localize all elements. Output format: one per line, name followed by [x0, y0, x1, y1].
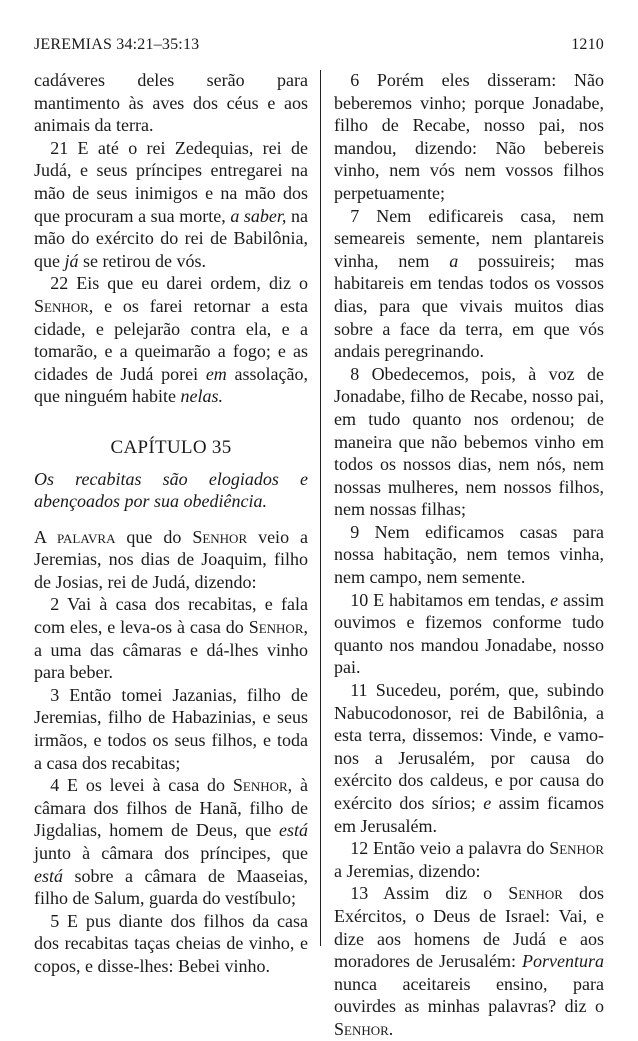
- verse-number: 3: [50, 684, 60, 705]
- lord-small-caps: Senhor: [34, 295, 89, 316]
- verse-text: , a uma das câmaras e dá-lhes vinho para beber.: [34, 617, 308, 683]
- verse-text: que do: [115, 526, 193, 547]
- verse-text: a Jeremias, dizendo:: [334, 860, 481, 881]
- verse-8: [334, 363, 604, 521]
- verse-number: 11: [350, 680, 368, 701]
- italic-text: Porventura: [522, 951, 604, 972]
- italic-text: nelas.: [180, 386, 223, 407]
- verse-text: Eis que eu darei ordem, diz o: [68, 273, 308, 294]
- verse-text: Nem edificareis casa, nem semeareis semente, nem plantareis vinha, nem: [334, 205, 604, 271]
- verse-text: possuireis; mas habitareis em tendas todos os vossos dias, para que vivais muitos dias sobre a face da terra, em que vós andais peregrinando.: [334, 250, 605, 362]
- verse-7: [334, 205, 604, 363]
- verse-3: [34, 684, 308, 774]
- running-title: JEREMIAS 34:21–35:13: [34, 36, 200, 53]
- verse-number: 13: [350, 883, 369, 904]
- verse-6: [334, 69, 604, 205]
- verse-text: assolação, que ninguém habite: [34, 363, 308, 407]
- chapter-summary: Os recabitas são elogiados e abençoados por sua obediência.: [34, 468, 308, 512]
- lord-small-caps: Senhor: [549, 838, 604, 859]
- running-header: [34, 36, 604, 58]
- verse-text: E pus diante dos filhos da casa dos recabitas taças cheias de vinho, e copos, e disse-lhes: Bebei vinho.: [34, 910, 308, 976]
- lord-small-caps: Senhor: [508, 883, 563, 904]
- verse-9: [334, 521, 604, 589]
- verse-text: Porém eles disseram: Não beberemos vinho; porque Jonadabe, filho de Recabe, nosso pai, nos mandou, dizendo: Não bebereis vinho, nem vós nem vossos filhos perpetuamente;: [334, 70, 604, 203]
- verse-text: E habitamos em tendas,: [368, 589, 551, 610]
- verse-13: [334, 882, 604, 1040]
- italic-text: e: [483, 793, 492, 813]
- verse-number: 8: [350, 363, 360, 384]
- verse-1: [34, 526, 308, 594]
- verse-number: 9: [350, 521, 360, 542]
- verse-5: [34, 910, 308, 978]
- opening-words: A palavra: [34, 526, 116, 547]
- lord-small-caps: Senhor: [248, 617, 304, 638]
- italic-text: está: [279, 820, 308, 841]
- left-column: [34, 69, 308, 978]
- verse-12: [334, 837, 604, 882]
- verse-text: na mão do exército do rei de Babilônia, que: [34, 205, 308, 271]
- verse-text: dos Exércitos, o Deus de Israel: Vai, e dize aos homens de Judá e aos moradores de Jerusalém:: [334, 883, 604, 972]
- verse-number: 6: [350, 70, 360, 90]
- verse-2: [34, 593, 308, 683]
- right-column: [334, 69, 604, 1041]
- verse-number: 4: [50, 775, 60, 796]
- verse-number: 12: [350, 838, 369, 859]
- lord-small-caps: Senhor: [232, 775, 288, 796]
- verse-text: veio a Jeremias, nos dias de Joaquim, filho de Josias, rei de Judá, dizendo:: [34, 526, 309, 592]
- verse-text: assim ficamos em Jerusalém.: [334, 793, 604, 836]
- verse-text: cadáveres deles serão para mantimento às aves dos céus e aos animais da terra.: [34, 70, 308, 136]
- verse-text: nunca aceitareis ensino, para ouvirdes as minhas palavras? diz o: [334, 973, 604, 1017]
- verse-continuation: [34, 69, 308, 137]
- verse-text: E os levei à casa do: [59, 775, 233, 796]
- lord-small-caps: Senhor: [334, 1018, 389, 1039]
- verse-text: Então veio a palavra do: [368, 838, 550, 859]
- italic-text: já: [64, 250, 79, 271]
- verse-10: [334, 589, 604, 679]
- verse-number: 2: [50, 594, 60, 615]
- verse-text: Então tomei Jazanias, filho de Jeremias, filho de Habazinias, e seus irmãos, e todos os seus filhos, e toda a casa dos recabitas;: [34, 684, 308, 773]
- verse-text: se retirou de vós.: [78, 250, 206, 271]
- verse-text: Sucedeu, porém, que, subindo Nabucodonosor, rei de Babilônia, a esta terra, dissemos: Vinde, e vamo-nos a Jerusalém, por causa do exército dos caldeus, e por causa do exército dos sírios;: [334, 680, 604, 813]
- verse-22: [34, 272, 308, 408]
- verse-text: junto à câmara dos príncipes, que: [34, 843, 308, 863]
- verse-21: [34, 137, 308, 273]
- verse-text: E até o rei Zedequias, rei de Judá, e seus príncipes entregarei na mão de seus inimigos e na mão dos que procuram a sua morte,: [34, 137, 308, 226]
- italic-text: a: [449, 250, 459, 271]
- verse-text: sobre a câmara de Maaseias, filho de Salum, guarda do vestíbulo;: [34, 865, 308, 909]
- chapter-heading: CAPÍTULO 35: [110, 436, 232, 458]
- italic-text: está: [34, 865, 63, 886]
- verse-11: [334, 679, 604, 837]
- italic-text: a saber,: [230, 205, 287, 226]
- italic-text: em: [205, 363, 227, 384]
- verse-text: , e os farei retornar a esta cidade, e pelejarão contra ela, e a tomarão, e a queimarão a fogo; e as cidades de Judá porei: [34, 295, 308, 384]
- verse-number: 10: [350, 589, 369, 610]
- verse-text: Nem edificamos casas para nossa habitação, nem temos vinha, nem campo, nem semente.: [334, 521, 604, 588]
- page-number: 1210: [571, 36, 604, 53]
- verse-text: , à câmara dos filhos de Hanã, filho de Jigdalias, homem de Deus, que: [34, 775, 308, 841]
- verse-number: 21: [50, 137, 69, 158]
- verse-text: assim ouvimos e fizemos conforme tudo quanto nos mandou Jonadabe, nosso pai.: [334, 589, 604, 678]
- verse-text: Obedecemos, pois, à voz de Jonadabe, filho de Recabe, nosso pai, em tudo quanto nos ordenou; de maneira que não bebemos vinho em todos os nossos dias, nem nós, nem nossas mulheres, nem nossos filhos, nem nossas filhas;: [334, 363, 604, 520]
- lord-small-caps: Senhor: [192, 526, 248, 547]
- verse-text: .: [388, 1018, 394, 1039]
- verse-number: 22: [50, 273, 69, 294]
- verse-number: 7: [350, 205, 360, 226]
- verse-text: Assim diz o: [368, 883, 509, 904]
- italic-text: e: [550, 589, 559, 610]
- column-divider: [320, 70, 321, 946]
- verse-text: Vai à casa dos recabitas, e fala com eles, e leva-os à casa do: [34, 594, 308, 638]
- verse-4: [34, 774, 308, 910]
- verse-number: 5: [50, 910, 60, 931]
